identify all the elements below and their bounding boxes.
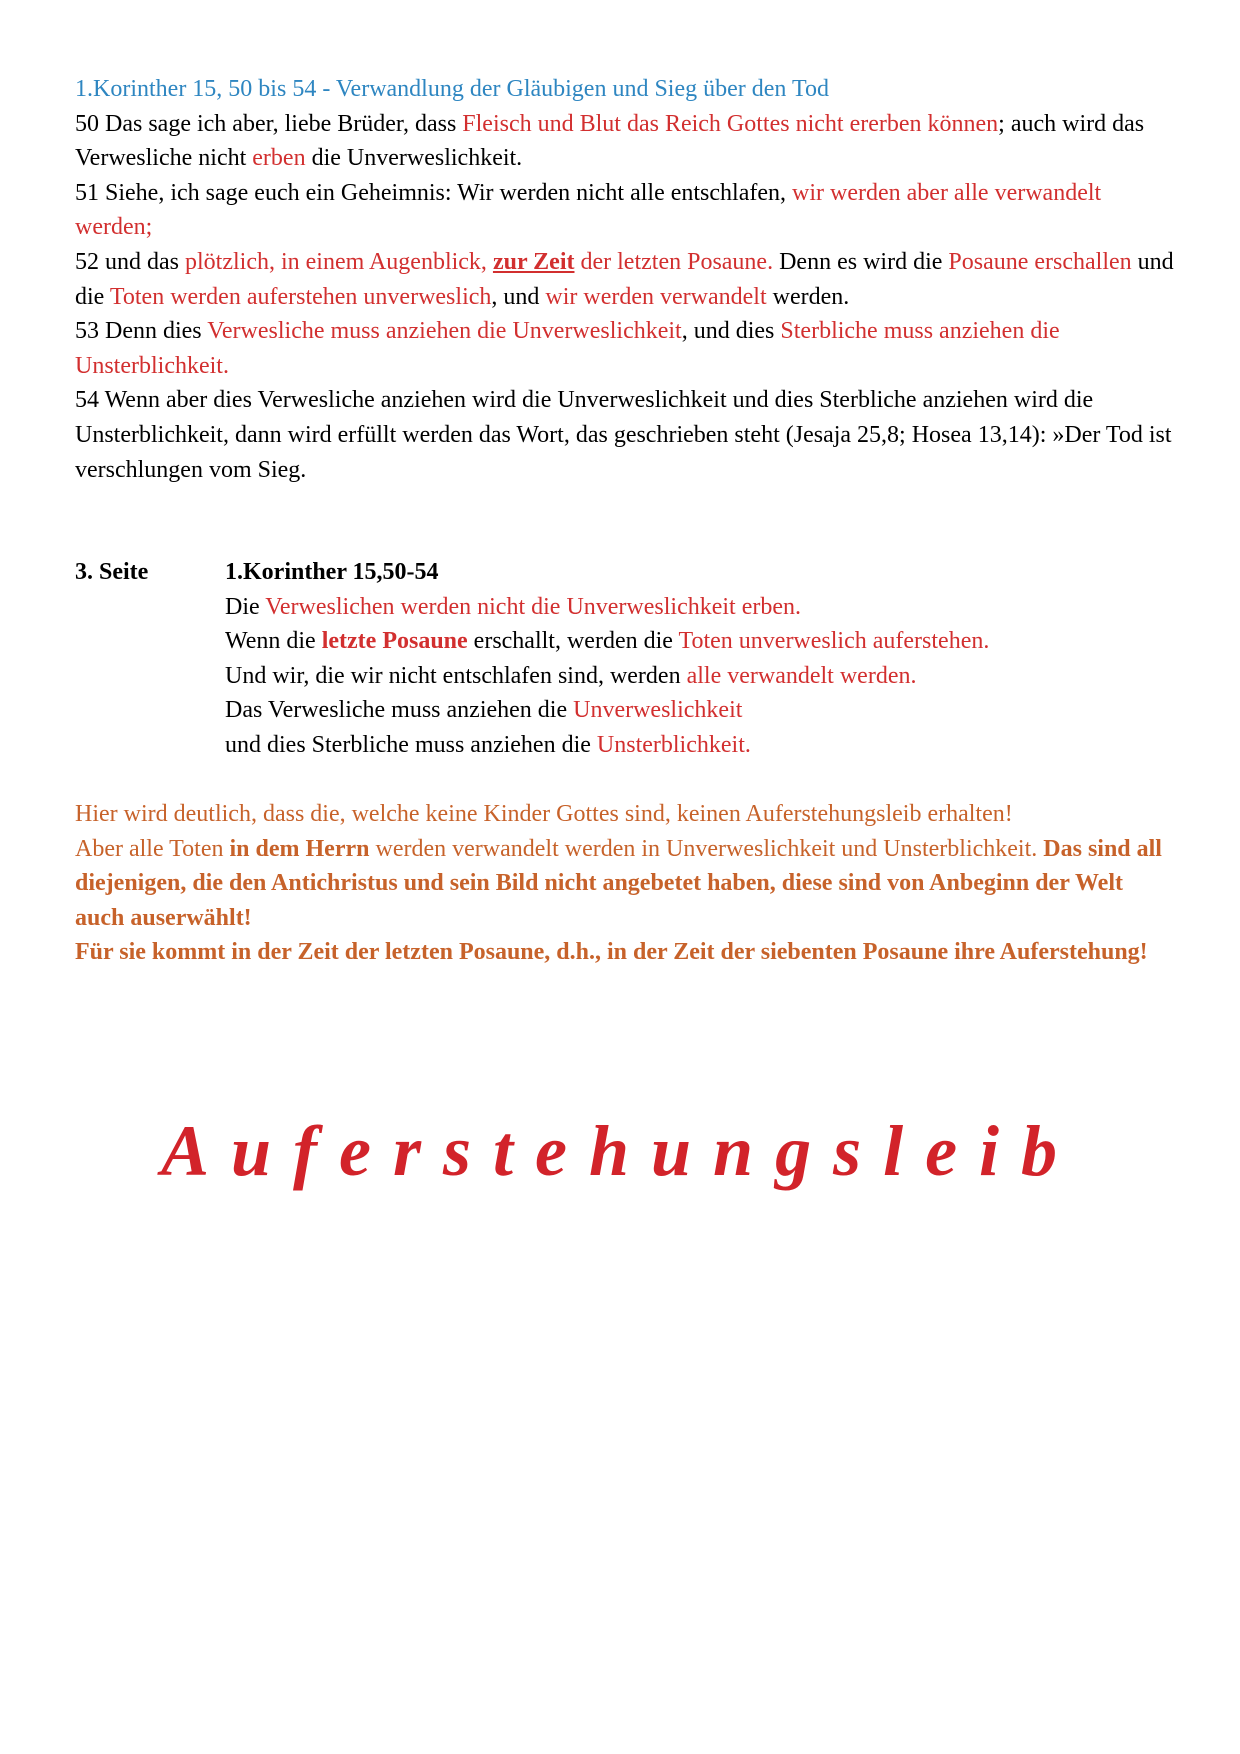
- verse-highlight: wir werden aber alle verwandelt werden;: [75, 179, 1102, 241]
- commentary-paragraph: Für sie kommt in der Zeit der letzten Posaune, d.h., in der Zeit der siebenten Posaune ihre Auferstehung!: [75, 939, 1148, 966]
- commentary-text: Aber alle Toten: [75, 835, 230, 862]
- summary-text: Das Verwesliche muss anziehen die: [225, 697, 574, 724]
- verse-text: 53 Denn dies: [75, 318, 208, 345]
- verse-text: , und: [491, 283, 546, 310]
- summary-highlight: Unsterblichkeit.: [596, 731, 751, 758]
- verse-50: [75, 107, 1175, 176]
- summary-line: [225, 659, 1175, 694]
- verse-emphasis: zur Zeit: [492, 248, 575, 275]
- verse-text: die Unverweslichkeit.: [305, 145, 523, 172]
- verse-text: 51 Siehe, ich sage euch ein Geheimnis: Wir werden nicht alle entschlafen,: [75, 179, 793, 206]
- scripture-passage: [75, 72, 1175, 487]
- verse-highlight: wir werden verwandelt: [545, 283, 767, 310]
- commentary-text: werden verwandelt werden in Unverweslichkeit und Unsterblichkeit.: [369, 835, 1044, 862]
- summary-body: [225, 555, 1175, 763]
- verse-highlight: erben: [252, 145, 306, 172]
- summary-emphasis: letzte Posaune: [321, 628, 468, 655]
- decorative-title: Auferstehungsleib: [160, 1111, 1080, 1191]
- passage-heading: 1.Korinther 15, 50 bis 54 - Verwandlung der Gläubigen und Sieg über den Tod: [75, 76, 829, 102]
- summary-line: [225, 624, 1175, 659]
- summary-text: Die: [225, 593, 266, 620]
- verse-text: 52 und das: [75, 248, 185, 275]
- verse-54: 54 Wenn aber dies Verwesliche anziehen wird die Unverweslichkeit und dies Sterbliche anziehen wird die Unsterblichkeit, dann wird erfüllt werden das Wort, das geschrieben steht (Jesaja 25,8; Hosea 13,14): »Der Tod ist verschlungen vom Sieg.: [75, 387, 1172, 483]
- verse-highlight: Toten werden auferstehen unverweslich: [109, 283, 492, 310]
- summary-text: Wenn die: [225, 628, 322, 655]
- summary-highlight: alle verwandelt werden.: [686, 662, 917, 689]
- summary-title: 1.Korinther 15,50-54: [225, 559, 439, 585]
- summary-highlight: Toten unverweslich auferstehen.: [678, 628, 990, 655]
- commentary-paragraph: Hier wird deutlich, dass die, welche keine Kinder Gottes sind, keinen Auferstehungsleib erhalten!: [75, 801, 1013, 827]
- verse-text: und die: [75, 248, 1174, 310]
- verse-highlight: plötzlich, in einem Augenblick,: [185, 248, 493, 275]
- verse-text: Denn es wird die: [773, 248, 949, 275]
- verse-53: [75, 314, 1175, 383]
- summary-line: [225, 590, 1175, 625]
- verse-text: werden.: [766, 283, 850, 310]
- page-label: 3. Seite: [75, 559, 149, 585]
- commentary: [75, 797, 1175, 970]
- summary-text: Und wir, die wir nicht entschlafen sind, werden: [225, 662, 687, 689]
- summary-text: und dies Sterbliche muss anziehen die: [225, 731, 597, 758]
- verse-51: [75, 176, 1175, 245]
- summary-highlight: Verweslichen werden nicht die Unverweslichkeit erben.: [265, 593, 802, 620]
- verse-highlight: Posaune erschallen: [948, 248, 1132, 275]
- commentary-emphasis: Das sind all diejenigen, die den Antichristus und sein Bild nicht angebetet haben, diese sind von Anbeginn der Welt auch auserwählt!: [75, 835, 1162, 931]
- summary-line: [225, 728, 1175, 763]
- verse-highlight: Sterbliche muss anziehen die Unsterblichkeit.: [75, 318, 1060, 379]
- summary-text: erschallt, werden die: [467, 628, 679, 655]
- verse-text: ; auch wird das Verwesliche nicht: [75, 110, 1145, 172]
- verse-highlight: Fleisch und Blut das Reich Gottes nicht ererben können: [462, 110, 999, 137]
- summary-line: [225, 693, 1175, 728]
- verse-text: , und dies: [681, 318, 781, 345]
- verse-highlight: der letzten Posaune.: [574, 248, 774, 275]
- verse-highlight: Verwesliche muss anziehen die Unverweslichkeit: [207, 318, 682, 345]
- commentary-emphasis: in dem Herrn: [229, 835, 370, 862]
- verse-52: [75, 245, 1175, 314]
- commentary-paragraph: [75, 832, 1175, 936]
- summary-highlight: Unverweslichkeit: [573, 697, 743, 724]
- verse-text: 50 Das sage ich aber, liebe Brüder, dass: [75, 110, 463, 137]
